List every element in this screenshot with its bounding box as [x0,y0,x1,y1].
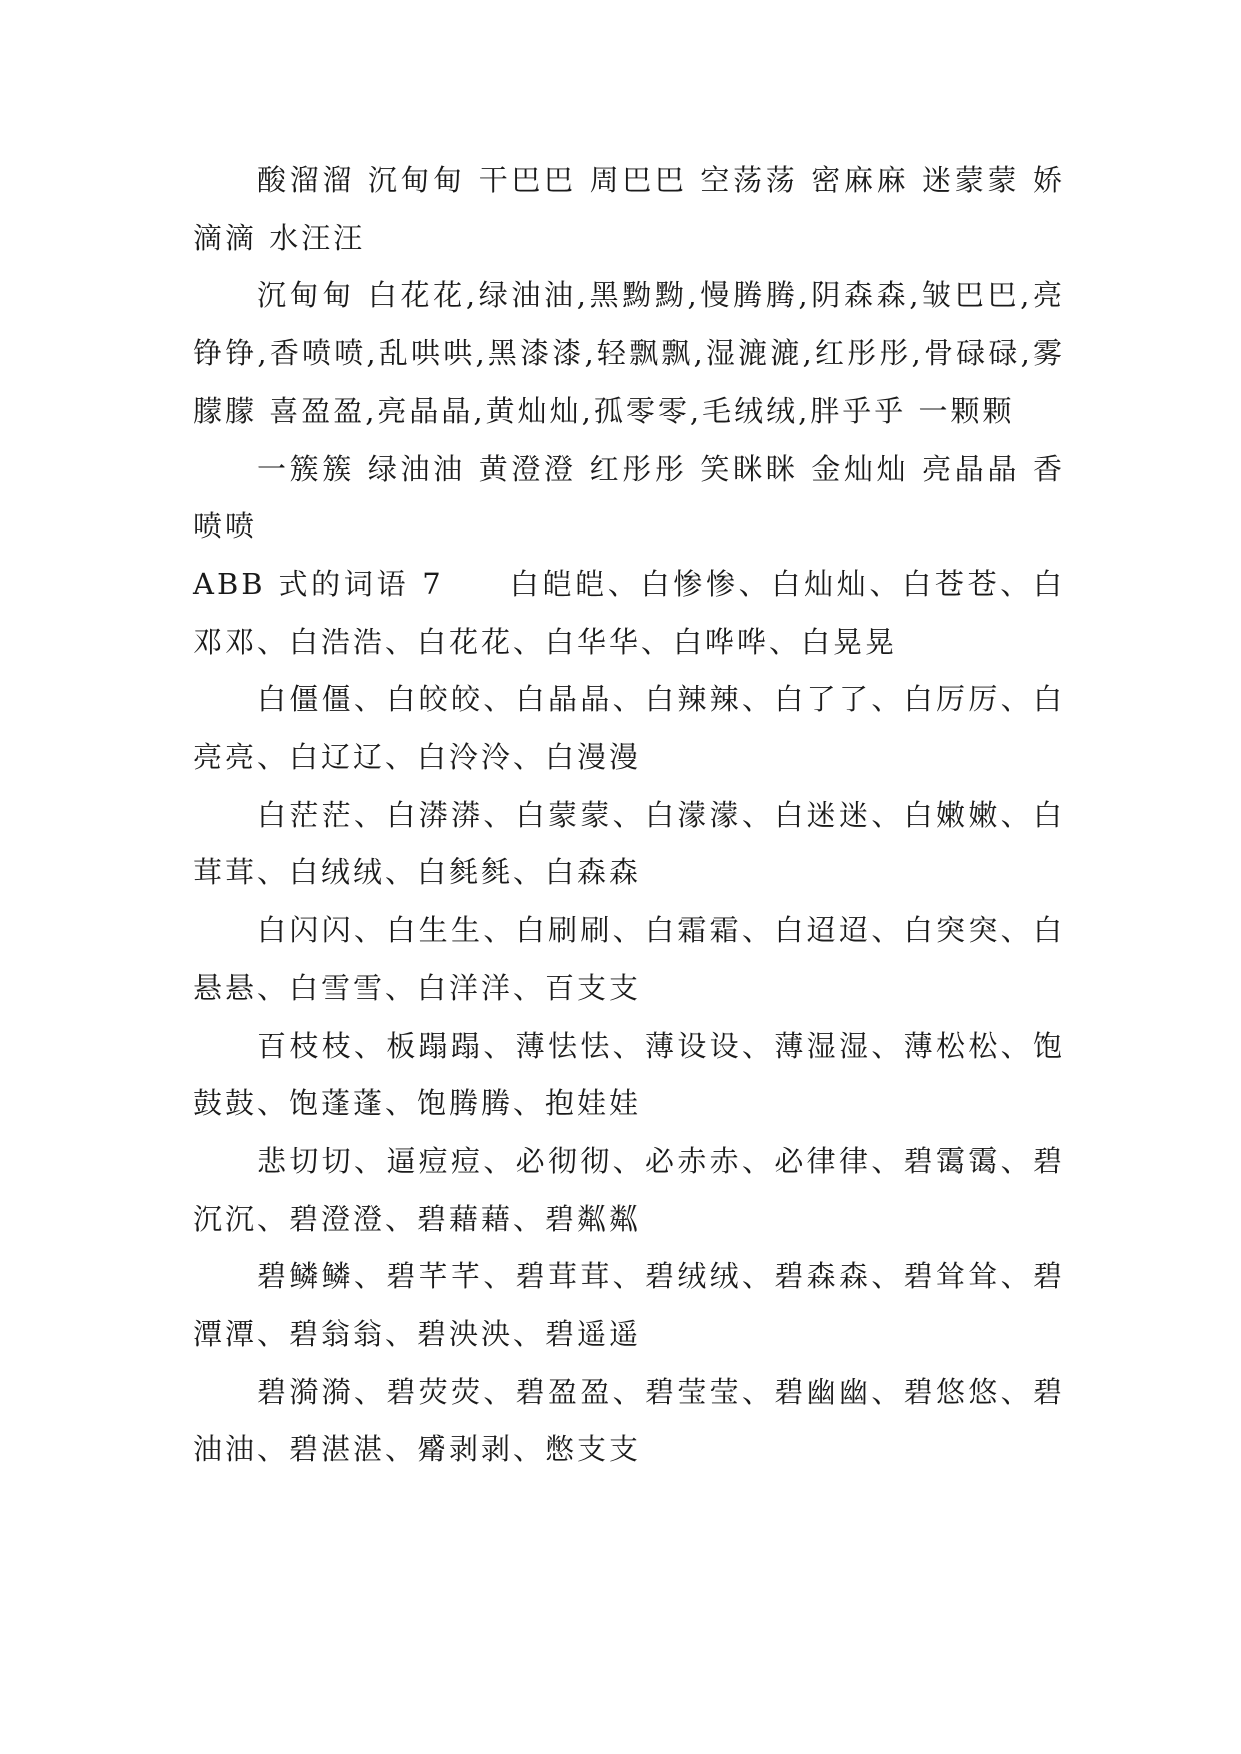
paragraph-4: ABB 式的词语 7 白皑皑、白惨惨、白灿灿、白苍苍、白邓邓、白浩浩、白花花、白华华、白哗哗、白晃晃 [193,566,1065,659]
paragraph-11: 碧漪漪、碧荧荧、碧盈盈、碧莹莹、碧幽幽、碧悠悠、碧油油、碧湛湛、觱剥剥、憋支支 [193,1374,1065,1467]
paragraph-9: 悲切切、逼痘痘、必彻彻、必赤赤、必律律、碧霭霭、碧沉沉、碧澄澄、碧藉藉、碧粼粼 [193,1143,1065,1236]
paragraph-5: 白僵僵、白皎皎、白晶晶、白辣辣、白了了、白厉厉、白亮亮、白辽辽、白泠泠、白漫漫 [193,682,1065,775]
paragraph-8: 百枝枝、板蹋蹋、薄怯怯、薄设设、薄湿湿、薄松松、饱鼓鼓、饱蓬蓬、饱腾腾、抱娃娃 [193,1028,1065,1121]
paragraph-6: 白茫茫、白漭漭、白蒙蒙、白濛濛、白迷迷、白嫩嫩、白茸茸、白绒绒、白毵毵、白森森 [193,797,1065,890]
paragraph-3: 一簇簇 绿油油 黄澄澄 红彤彤 笑眯眯 金灿灿 亮晶晶 香喷喷 [193,451,1065,544]
paragraph-7: 白闪闪、白生生、白刷刷、白霜霜、白迢迢、白突突、白悬悬、白雪雪、白洋洋、百支支 [193,913,1065,1005]
paragraph-1: 酸溜溜 沉甸甸 干巴巴 周巴巴 空荡荡 密麻麻 迷蒙蒙 娇滴滴 水汪汪 [193,163,1065,255]
paragraph-10: 碧鳞鳞、碧芊芊、碧茸茸、碧绒绒、碧森森、碧耸耸、碧潭潭、碧翁翁、碧泱泱、碧遥遥 [193,1259,1065,1352]
document-body [193,152,1065,1479]
paragraph-2: 沉甸甸 白花花,绿油油,黑黝黝,慢腾腾,阴森森,皱巴巴,亮铮铮,香喷喷,乱哄哄,黑漆漆,轻飘飘,湿漉漉,红彤彤,骨碌碌,雾朦朦 喜盈盈,亮晶晶,黄灿灿,孤零零,毛绒绒,胖乎乎 一颗颗 [193,278,1065,428]
